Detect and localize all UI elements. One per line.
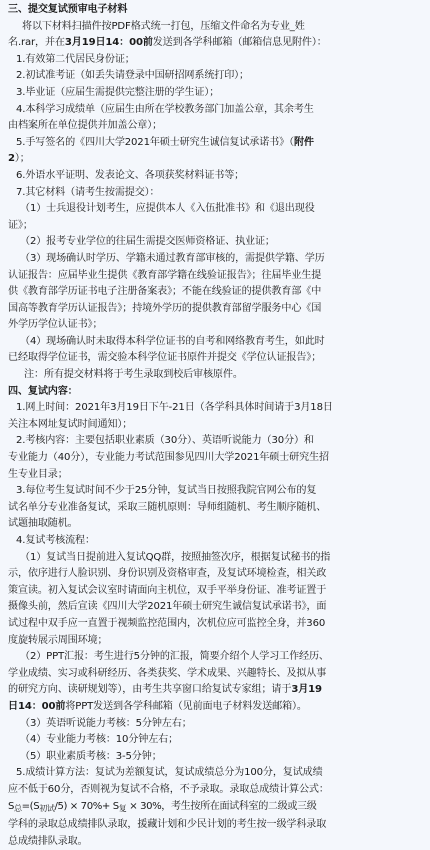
other-material-4-line1: （4）现场确认时未取得本科学位证书的自考和网络教育考生，如此时	[20, 335, 325, 347]
content-item-5-tail2: 总成绩排队录取。	[8, 835, 88, 847]
material-item-2: 2.初试准考证（如丢失请登录中国研招网系统打印）；	[16, 70, 249, 82]
content-item-1-line2: 关注本网址复试时间通知）；	[8, 418, 133, 430]
other-material-2: （2）报考专业学位的往届生需提交医师资格证、执业证；	[20, 236, 275, 248]
other-material-3-line1: （3）现场确认时学历、学籍未通过教育部审核的，需提供学籍、学历	[20, 252, 325, 264]
material-item-4-line1: 4.本科学习成绩单（应届生由所在学校教务部门加盖公章，其余考生	[16, 103, 314, 115]
other-material-4-line2: 已经取得学位证书，需交验本科学位证书原件并提交《学位认证报告》；	[8, 352, 322, 364]
other-material-3-line2: 认证报告：应届毕业生提供《教育部学籍在线验证报告》；往届毕业生提	[8, 269, 322, 281]
other-material-1-line1: （1）士兵退役计划考生，应提供本人《入伍批准书》和《退出现役	[20, 203, 315, 215]
flow-2-line4: 日14：00前将PPT发送到各学科邮箱（见前面电子材料发送邮箱）。	[8, 700, 307, 712]
material-item-5-tail: 2）；	[8, 153, 30, 165]
flow-1-line4: 摄像头前，然后宣读《四川大学2021年硕士研究生诚信复试承诺书》，面	[8, 601, 327, 613]
material-item-6: 6.外语水平证明、发表论文、各项获奖材料证书等；	[16, 169, 245, 181]
content-item-5-line1: 5.成绩计算方法：复试为差额复试，复试成绩总分为100分，复试成绩	[16, 767, 323, 779]
material-item-7: 7.其它材料（请考生按需提交）：	[16, 186, 160, 198]
flow-1-line6: 度旋转展示周围环境；	[8, 634, 108, 646]
flow-2-line2: 学业成绩、实习或科研经历、各类获奖、学术成果、兴趣特长、及拟从事	[8, 667, 327, 679]
content-item-3-line1: 3.每位考生复试时间不少于25分钟，复试当日按照我院官网公布的复	[16, 485, 317, 497]
section3-heading: 三、提交复试预审电子材料	[8, 4, 128, 15]
flow-5: （5）职业素质考核：3-5分钟；	[20, 750, 162, 762]
other-material-3-line4: 国高等教育学历认证报告》；持境外学历的提供教育部留学服务中心《国	[8, 302, 322, 314]
other-material-3-line3: 供《教育部学历证书电子注册备案表》；不能在线验证的提供教育部《中	[8, 286, 322, 298]
content-item-2-line2: 专业能力（40分），专业能力考试范围参见四川大学2021年硕士研究生招	[8, 452, 329, 464]
content-item-4: 4.复试考核流程：	[16, 535, 95, 546]
deadline-bold: 3月19日14：00前	[64, 37, 153, 49]
section3-note: 注：所有提交材料将于考生录取到校后审核原件。	[24, 369, 243, 381]
content-item-3-line3: 试题抽取随机。	[8, 518, 78, 530]
section3-intro-line1: 将以下材料扫描件按PDF格式统一打包，压缩文件命名为专业_姓	[22, 20, 305, 32]
score-formula: $S_总=(S_{初试}/5) \times 70\%+ S_复 \times 30\%$，考生按所在面试科室的二级或三级	[8, 800, 317, 813]
flow-1-line3: 策宣读。初入复试会议室时请面向主机位，双手平举身份证、准考证置于	[8, 584, 327, 596]
material-item-5: 5.手写签名的《四川大学2021年硕士研究生诚信复试承诺书》（附件	[16, 136, 314, 148]
material-item-3: 3.毕业证（应届生需提供完整注册的学生证）；	[16, 86, 220, 98]
content-item-5-line2: 应不低于60分，否则视为复试不合格，不予录取。录取总成绩计算公式：	[8, 783, 329, 795]
flow-2-line1: （2）PPT汇报：考生进行5分钟的汇报，简要介绍个人学习工作经历、	[20, 651, 329, 663]
content-item-1-line1: 1.网上时间：2021年3月19日下午-21日（各学科具体时间请于3月18日	[16, 402, 333, 414]
content-item-2-line1: 2.考核内容：主要包括职业素质（30分）、英语听说能力（30分）和	[16, 435, 314, 447]
section4-heading: 四、复试内容：	[8, 385, 78, 397]
material-item-4-line2: 由档案所在单位提供并加盖公章）；	[8, 120, 163, 132]
content-item-5-tail1: 学科的录取总成绩排队录取，援藏计划和少民计划的考生按一级学科录取	[8, 819, 327, 831]
flow-1-line1: （1）复试当日提前进入复试QQ群，按照抽签次序，根据复试秘书的指	[20, 551, 331, 563]
other-material-1-line2: 证》；	[8, 219, 33, 231]
content-item-2-line3: 生专业目录；	[8, 468, 68, 480]
flow-2-line3: 的研究方向、读研规划等），由考生共享窗口给复试专家组；请于3月19	[8, 684, 322, 696]
flow-3: （3）英语听说能力考核：5分钟左右；	[20, 717, 192, 729]
content-item-3-line2: 试名单分专业准备复试，采取三随机原则：导师组随机、考生顺序随机、	[8, 501, 327, 513]
section3-intro-line2: 名.rar，并在3月19日14：00前发送到各学科邮箱（邮箱信息见附件）：	[8, 37, 327, 49]
flow-4: （4）专业能力考核：10分钟左右；	[20, 734, 179, 746]
material-item-1: 1.有效第二代居民身份证；	[16, 53, 135, 65]
flow-1-line2: 示，依序进行人脸识别、身份识别及资格审查，及复试环境检查，相关政	[8, 568, 327, 580]
flow-1-line5: 试过程中双手应一直置于视频监控范围内，次机位应可监控全身，并360	[8, 617, 326, 629]
other-material-3-line5: 外学历学位认证书》；	[8, 319, 103, 331]
